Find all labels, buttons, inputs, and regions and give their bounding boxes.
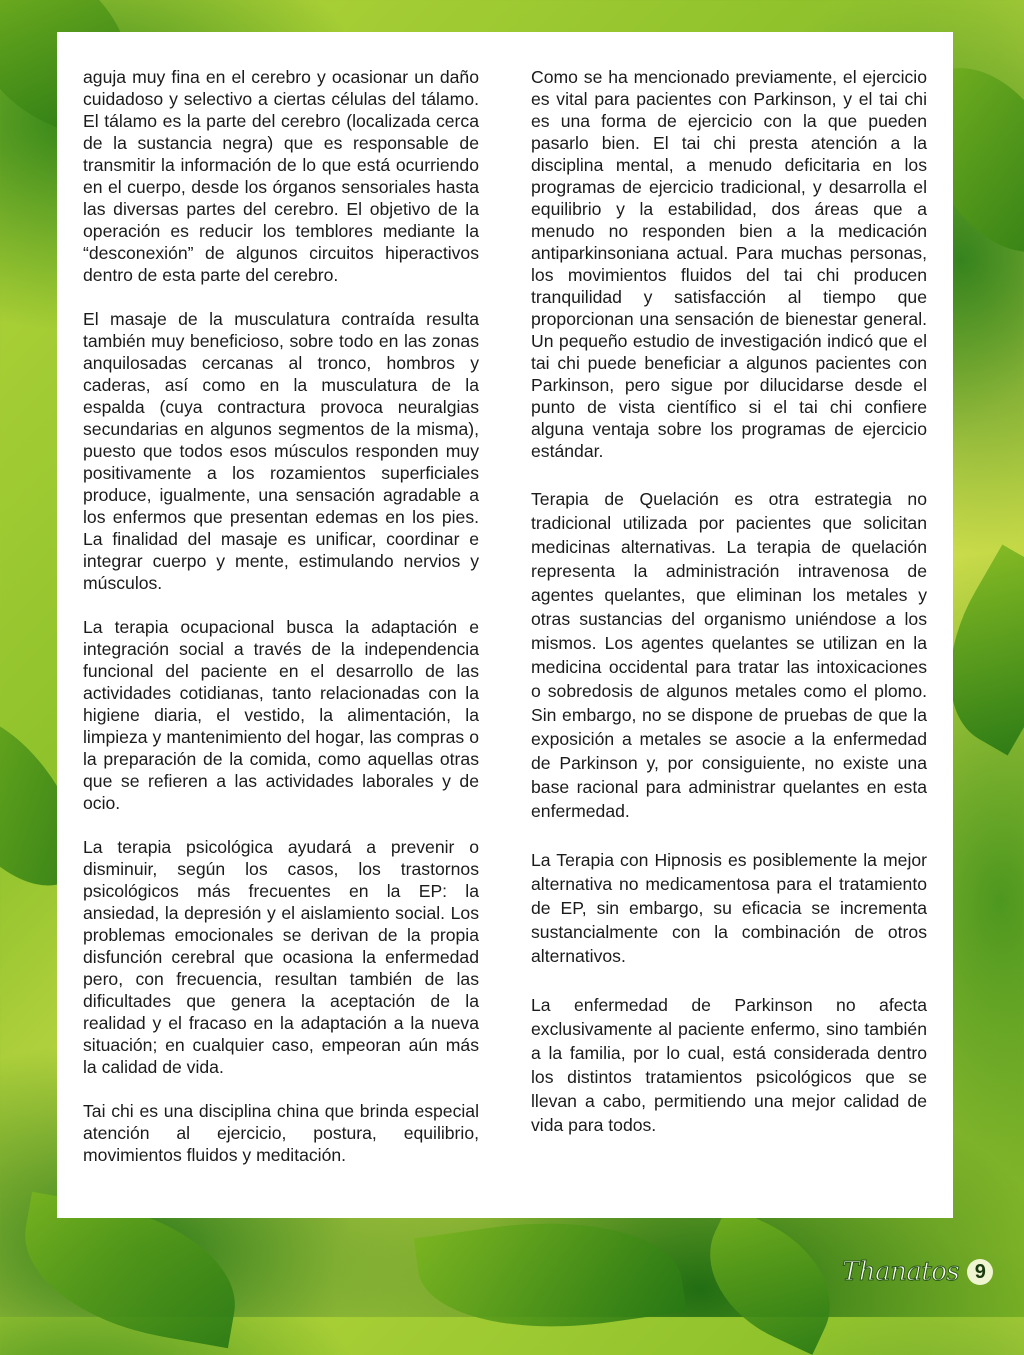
paragraph: La terapia psicológica ayudará a prevenir o disminuir, según los casos, los trastornos psicológicos más frecuentes en la EP: la ansiedad, la depresión y el aislamiento social. Los problemas emocionales se derivan de la propia disfunción cerebral que ocasiona la enfermedad pero, con frecuencia, resultan también de las dificultades que genera la aceptación de la realidad y el fracaso en la adaptación a la nueva situación; en cualquier caso, empeoran aún más la calidad de vida.	[83, 837, 479, 1077]
paragraph: La enfermedad de Parkinson no afecta exclusivamente al paciente enfermo, sino también a la familia, por lo cual, está considerada dentro los distintos tratamientos psicológicos que se llevan a cabo, permitiendo una mejor calidad de vida para todos.	[531, 995, 927, 1135]
paragraph: El masaje de la musculatura contraída resulta también muy beneficioso, sobre todo en las zonas anquilosadas cercanas al tronco, hombros y caderas, así como en la musculatura de la espalda (cuya contractura provoca neuralgias secundarias en algunos segmentos de la misma), puesto que todos esos músculos responden muy positivamente a los rozamientos superficiales produce, igualmente, una sensación agradable a los enfermos que presentan edemas en los pies. La finalidad del masaje es unificar, coordinar e integrar cuerpo y mente, estimulando nervios y músculos.	[83, 309, 479, 593]
page-number: 9	[967, 1259, 993, 1285]
left-column	[83, 66, 479, 1166]
text-panel	[57, 32, 953, 1218]
paragraph: La terapia ocupacional busca la adaptación e integración social a través de la independencia funcional del paciente en el desarrollo de las actividades cotidianas, tanto relacionadas con la higiene diaria, el vestido, la alimentación, la limpieza y mantenimiento del hogar, las compras o la preparación de la comida, como aquellas otras que se refieren a las actividades laborales y de ocio.	[83, 617, 479, 813]
paragraph: aguja muy fina en el cerebro y ocasionar un daño cuidadoso y selectivo a ciertas células del tálamo. El tálamo es la parte del cerebro (localizada cerca de la sustancia negra) que es responsable de transmitir la información de lo que está ocurriendo en el cuerpo, desde los órganos sensoriales hasta las diversas partes del cerebro. El objetivo de la operación es reducir los temblores mediante la “desconexión” de algunos circuitos hiperactivos dentro de esta parte del cerebro.	[83, 67, 479, 285]
leaf-decoration	[685, 1205, 854, 1355]
paragraph: La Terapia con Hipnosis es posiblemente la mejor alternativa no medicamentosa para el tratamiento de EP, sin embargo, su eficacia se incrementa sustancialmente con la combinación de otros alternativos.	[531, 850, 927, 966]
right-column	[531, 66, 927, 1137]
page-footer	[842, 1255, 993, 1289]
paragraph: Terapia de Quelación es otra estrategia no tradicional utilizada por pacientes que solicitan medicinas alternativas. La terapia de quelación representa la administración intravenosa de agentes quelantes, que eliminan los metales y otras sustancias del organismo uniéndose a los mismos. Los agentes quelantes se utilizan en la medicina occidental para tratar las intoxicaciones o sobredosis de algunos metales como el plomo. Sin embargo, no se dispone de pruebas de que la exposición a metales se asocie a la enfermedad de Parkinson y, por consiguiente, no existe una base racional para administrar quelantes en esta enfermedad.	[531, 489, 927, 821]
paragraph: Tai chi es una disciplina china que brinda especial atención al ejercicio, postura, equilibrio, movimientos fluidos y meditación.	[83, 1101, 479, 1165]
magazine-logo: Thanatos	[842, 1257, 960, 1287]
paragraph: Como se ha mencionado previamente, el ejercicio es vital para pacientes con Parkinson, y el tai chi es una forma de ejercicio con la que pueden pasarlo bien. El tai chi presta atención a la disciplina mental, a menudo deficitaria en los programas de ejercicio tradicional, y desarrolla el equilibrio y la estabilidad, dos áreas que a menudo no responden bien a la medicación antiparkinsoniana actual. Para muchas personas, los movimientos fluidos del tai chi producen tranquilidad y satisfacción al tiempo que proporcionan una sensación de bienestar general. Un pequeño estudio de investigación indicó que el tai chi puede beneficiar a algunos pacientes con Parkinson, pero sigue por dilucidarse desde el punto de vista científico si el tai chi confiere alguna ventaja sobre los programas de ejercicio estándar.	[531, 67, 927, 461]
leaf-decoration	[414, 1202, 687, 1347]
